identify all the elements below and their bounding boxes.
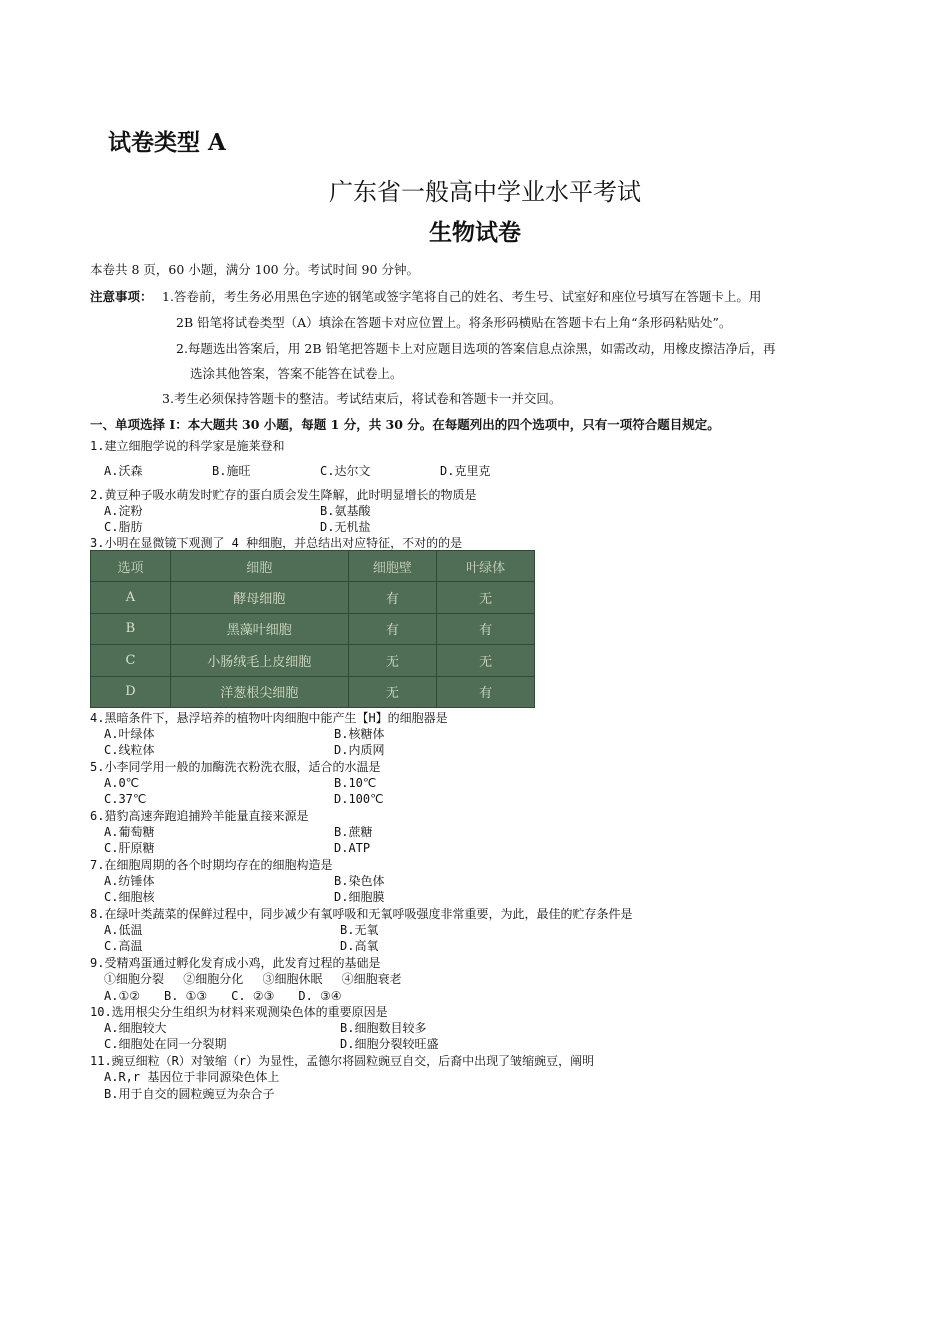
q1-option-a: A.沃森 <box>104 464 143 478</box>
cell-features-table <box>90 550 535 708</box>
exam-subtitle: 生物试卷 <box>429 219 521 246</box>
table-cell: 有 <box>348 613 437 644</box>
q3-stem: 3.小明在显微镜下观测了 4 种细胞，并总结出对应特征，不对的的是 <box>90 536 463 550</box>
note-3: 3.考生必须保持答题卡的整洁。考试结束后，将试卷和答题卡一并交回。 <box>162 391 562 406</box>
q1-option-d: D.克里克 <box>440 464 491 478</box>
q6-option-b: B.蔗糖 <box>334 825 373 839</box>
q7-option-b: B.染色体 <box>334 874 385 888</box>
q8-option-b: B.无氧 <box>340 923 379 937</box>
note-1-cont: 2B 铅笔将试卷类型（A）填涂在答题卡对应位置上。将条形码横贴在答题卡右上角“条形码粘贴处”。 <box>176 315 732 330</box>
q4-option-b: B.核糖体 <box>334 727 385 741</box>
table-cell: 酵母细胞 <box>170 582 348 613</box>
q10-stem: 10.选用根尖分生组织为材料来观测染色体的重要原因是 <box>90 1005 388 1019</box>
q2-stem: 2.黄豆种子吸水萌发时贮存的蛋白质会发生降解，此时明显增长的物质是 <box>90 488 477 502</box>
exam-title: 广东省一般高中学业水平考试 <box>329 178 641 206</box>
q2-option-b: B.氨基酸 <box>320 504 371 518</box>
q10-option-c: C.细胞处在同一分裂期 <box>104 1037 227 1051</box>
note-1: 1.答卷前，考生务必用黑色字迹的钢笔或签字笔将自己的姓名、考生号、试室好和座位号填写在答题卡上。用 <box>162 289 762 304</box>
table-header-cell: 选项 <box>91 551 171 582</box>
section-heading: 一、单项选择 I：本大题共 30 小题，每题 1 分，共 30 分。在每题列出的四个选项中，只有一项符合题目规定。 <box>90 417 720 432</box>
q2-option-d: D.无机盐 <box>320 520 371 534</box>
table-cell: D <box>91 676 171 707</box>
note-2: 2.每题选出答案后，用 2B 铅笔把答题卡上对应题目选项的答案信息点涂黑，如需改动，用橡皮擦洁净后，再 <box>176 341 776 356</box>
q1-option-c: C.达尔文 <box>320 464 371 478</box>
q7-stem: 7.在细胞周期的各个时期均存在的细胞构造是 <box>90 858 333 872</box>
q8-stem: 8.在绿叶类蔬菜的保鲜过程中，同步减少有氧呼吸和无氧呼吸强度非常重要，为此，最佳的贮存条件是 <box>90 907 633 921</box>
table-row <box>91 582 535 613</box>
q4-stem: 4.黑暗条件下，悬浮培养的植物叶肉细胞中能产生【H】的细胞器是 <box>90 711 448 725</box>
q5-option-c: C.37℃ <box>104 792 147 806</box>
table-cell: 洋葱根尖细胞 <box>170 676 348 707</box>
table-cell: 有 <box>437 676 535 707</box>
q5-stem: 5.小李同学用一般的加酶洗衣粉洗衣服，适合的水温是 <box>90 760 381 774</box>
table-header-cell: 细胞 <box>170 551 348 582</box>
q7-option-a: A.纺锤体 <box>104 874 155 888</box>
q5-option-b: B.10℃ <box>334 776 377 790</box>
paper-type: 试卷类型 A <box>108 129 226 156</box>
q6-option-a: A.葡萄糖 <box>104 825 155 839</box>
q5-option-a: A.0℃ <box>104 776 140 790</box>
q11-option-a: A.R,r 基因位于非同源染色体上 <box>104 1070 280 1084</box>
table-cell: 小肠绒毛上皮细胞 <box>170 645 348 676</box>
q7-option-d: D.细胞膜 <box>334 890 385 904</box>
q6-option-d: D.ATP <box>334 841 371 855</box>
table-header-row <box>91 551 535 582</box>
q8-option-d: D.高氧 <box>340 939 379 953</box>
q1-stem: 1.建立细胞学说的科学家是施莱登和 <box>90 439 285 453</box>
table-header-cell: 叶绿体 <box>437 551 535 582</box>
q2-option-a: A.淀粉 <box>104 504 143 518</box>
note-2-cont: 选涂其他答案，答案不能答在试卷上。 <box>190 366 403 381</box>
q1-option-b: B.施旺 <box>212 464 251 478</box>
q7-option-c: C.细胞核 <box>104 890 155 904</box>
table-cell: C <box>91 645 171 676</box>
q10-option-a: A.细胞较大 <box>104 1021 167 1035</box>
q11-option-b: B.用于自交的圆粒豌豆为杂合子 <box>104 1087 275 1101</box>
table-row <box>91 676 535 707</box>
q9-options: A.①② B. ①③ C. ②③ D. ③④ <box>104 989 342 1003</box>
table-cell: 有 <box>348 582 437 613</box>
table-cell: 无 <box>348 645 437 676</box>
q6-option-c: C.肝原糖 <box>104 841 155 855</box>
q9-items: ①细胞分裂 ②细胞分化 ③细胞休眠 ④细胞衰老 <box>104 972 402 986</box>
q2-option-c: C.脂肪 <box>104 520 143 534</box>
q5-option-d: D.100℃ <box>334 792 384 806</box>
table-cell: 有 <box>437 613 535 644</box>
q4-option-c: C.线粒体 <box>104 743 155 757</box>
table-cell: 无 <box>437 645 535 676</box>
table-cell: 黑藻叶细胞 <box>170 613 348 644</box>
intro-text: 本卷共 8 页，60 小题，满分 100 分。考试时间 90 分钟。 <box>90 262 419 277</box>
q8-option-c: C.高温 <box>104 939 143 953</box>
q10-option-d: D.细胞分裂较旺盛 <box>340 1037 439 1051</box>
table-cell: 无 <box>348 676 437 707</box>
table-row <box>91 645 535 676</box>
table-cell: B <box>91 613 171 644</box>
notes-label: 注意事项： <box>90 289 153 304</box>
q4-option-a: A.叶绿体 <box>104 727 155 741</box>
q8-option-a: A.低温 <box>104 923 143 937</box>
q10-option-b: B.细胞数目较多 <box>340 1021 427 1035</box>
q6-stem: 6.猎豹高速奔跑追捕羚羊能量直接来源是 <box>90 809 309 823</box>
q9-stem: 9.受精鸡蛋通过孵化发育成小鸡，此发育过程的基础是 <box>90 956 381 970</box>
q4-option-d: D.内质网 <box>334 743 385 757</box>
table-cell: A <box>91 582 171 613</box>
table-header-cell: 细胞壁 <box>348 551 437 582</box>
table-row <box>91 613 535 644</box>
table-cell: 无 <box>437 582 535 613</box>
q11-stem: 11.豌豆细粒（R）对皱缩（r）为显性，孟德尔将圆粒豌豆自交，后裔中出现了皱缩豌豆，阐明 <box>90 1054 595 1068</box>
